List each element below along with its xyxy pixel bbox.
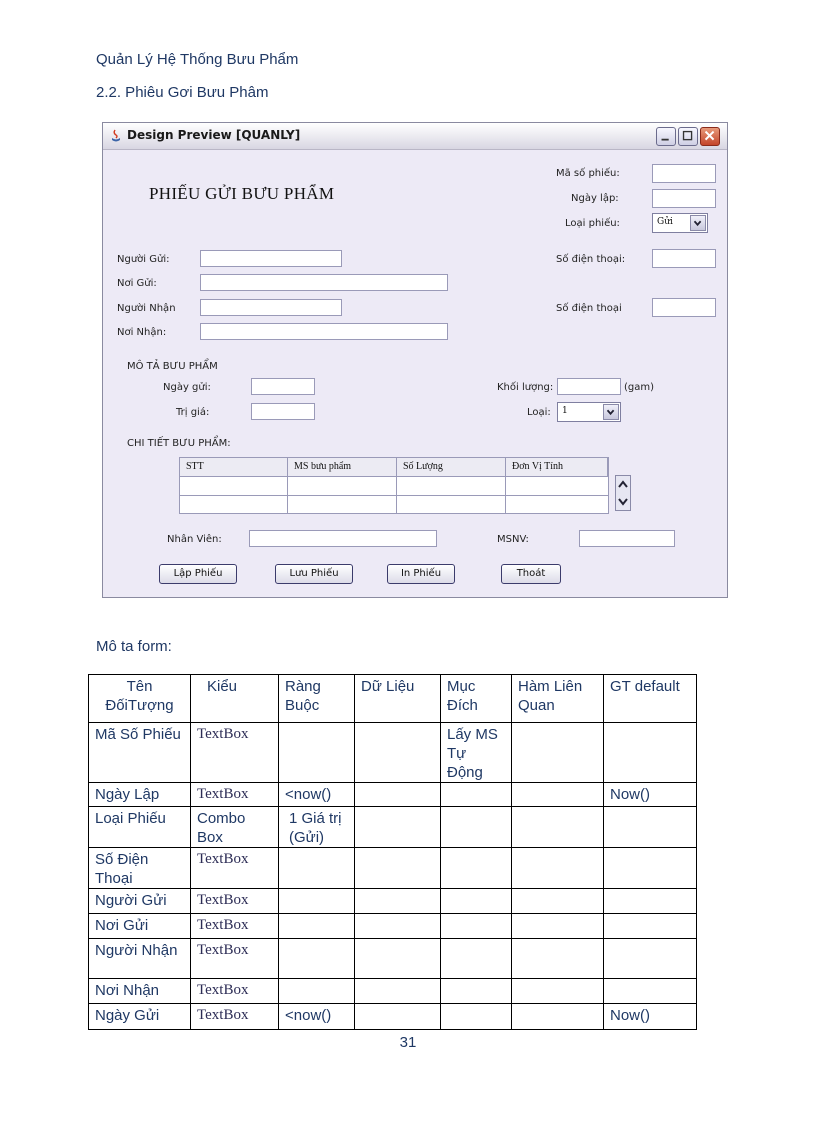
table-cell [441, 807, 512, 848]
form-description-table [88, 674, 697, 1030]
header-cell: Mục Đích [441, 675, 512, 723]
nguoi-nhan-field[interactable] [200, 299, 342, 316]
tri-gia-label: Trị giá: [176, 407, 210, 418]
grid-col-divider [505, 477, 506, 513]
table-cell [604, 939, 697, 979]
table-cell [355, 1004, 441, 1030]
table-cell: 1 Giá trị (Gửi) [279, 807, 355, 848]
grid-header-stt[interactable]: STT [180, 458, 288, 477]
table-cell [512, 723, 604, 783]
nhan-vien-field[interactable] [249, 530, 437, 547]
grid-header-so-luong[interactable]: Số Lượng [397, 458, 506, 477]
loai-phieu-value: Gửi [657, 217, 673, 227]
table-cell [604, 723, 697, 783]
grid-col-divider [396, 477, 397, 513]
table-cell [355, 914, 441, 939]
noi-nhan-field[interactable] [200, 323, 448, 340]
minimize-button[interactable] [656, 127, 676, 146]
mo-ta-heading: MÔ TẢ BƯU PHẨM [127, 361, 218, 372]
table-cell [355, 889, 441, 914]
tri-gia-field[interactable] [251, 403, 315, 420]
grid-header-don-vi-tinh[interactable]: Đơn Vị Tính [506, 458, 608, 477]
table-row [89, 848, 697, 889]
detail-grid[interactable] [179, 457, 609, 514]
loai-phieu-label: Loại phiếu: [565, 218, 620, 229]
loai-phieu-combo[interactable] [652, 213, 708, 233]
table-cell: Mã Số Phiếu [89, 723, 191, 783]
maximize-button[interactable] [678, 127, 698, 146]
table-cell: Ngày Lập [89, 783, 191, 807]
ma-so-phieu-field[interactable] [652, 164, 716, 183]
grid-col-divider [287, 477, 288, 513]
table-cell: TextBox [191, 939, 279, 979]
table-cell: TextBox [191, 889, 279, 914]
table-header-row [89, 675, 697, 723]
window-title: Design Preview [QUANLY] [127, 128, 301, 142]
so-dien-thoai-label-2: Số điện thoại [556, 303, 622, 314]
nguoi-gui-field[interactable] [200, 250, 342, 267]
header-cell: Kiểu [191, 675, 279, 723]
loai-label: Loại: [527, 407, 551, 418]
table-cell [441, 914, 512, 939]
nhan-vien-label: Nhân Viên: [167, 534, 222, 545]
header-cell: Ràng Buộc [279, 675, 355, 723]
table-row [89, 914, 697, 939]
close-icon [701, 128, 719, 145]
table-cell [604, 848, 697, 889]
table-cell: Loại Phiếu [89, 807, 191, 848]
khoi-luong-field[interactable] [557, 378, 621, 395]
table-cell [279, 939, 355, 979]
dropdown-button[interactable] [603, 404, 619, 420]
table-cell: Ngày Gửi [89, 1004, 191, 1030]
maximize-icon [679, 128, 697, 145]
table-cell [279, 848, 355, 889]
table-cell [441, 848, 512, 889]
chi-tiet-heading: CHI TIẾT BƯU PHẨM: [127, 438, 231, 449]
table-cell [604, 979, 697, 1004]
table-cell [355, 939, 441, 979]
close-button[interactable] [700, 127, 720, 146]
table-cell [441, 979, 512, 1004]
table-cell [355, 807, 441, 848]
table-cell: Now() [604, 1004, 697, 1030]
table-cell: <now() [279, 1004, 355, 1030]
ngay-lap-label: Ngày lập: [571, 193, 619, 204]
scroll-up-icon[interactable] [616, 476, 630, 493]
table-cell [279, 979, 355, 1004]
table-cell [512, 979, 604, 1004]
minimize-icon [657, 128, 675, 145]
nguoi-gui-label: Người Gửi: [117, 254, 170, 265]
header-cell: Tên ĐốiTượng [89, 675, 191, 723]
grid-row-divider [180, 495, 608, 496]
table-cell: Số Điện Thoại [89, 848, 191, 889]
khoi-luong-label: Khối lượng: [497, 382, 554, 393]
table-cell: TextBox [191, 979, 279, 1004]
grid-scrollbar[interactable] [615, 475, 631, 511]
table-cell: Người Nhận [89, 939, 191, 979]
table-row [89, 939, 697, 979]
table-cell [355, 723, 441, 783]
table-cell: <now() [279, 783, 355, 807]
table-cell: TextBox [191, 1004, 279, 1030]
table-row [89, 723, 697, 783]
form-title: PHIẾU GỬI BƯU PHẨM [149, 184, 335, 203]
table-cell [604, 914, 697, 939]
ngay-lap-field[interactable] [652, 189, 716, 208]
table-cell: Người Gửi [89, 889, 191, 914]
table-row [89, 1004, 697, 1030]
table-cell: TextBox [191, 914, 279, 939]
table-cell: Combo Box [191, 807, 279, 848]
table-cell: TextBox [191, 783, 279, 807]
window-titlebar [103, 123, 727, 150]
luu-phieu-button[interactable]: Lưu Phiếu [275, 564, 353, 584]
table-cell [441, 939, 512, 979]
page-number: 31 [399, 1034, 417, 1051]
table-cell [279, 914, 355, 939]
table-cell: Now() [604, 783, 697, 807]
ma-so-phieu-label: Mã số phiếu: [556, 168, 620, 179]
section-heading: 2.2. Phiêu Gơi Bưu Phâm [96, 84, 269, 101]
table-cell: Nơi Gửi [89, 914, 191, 939]
noi-nhan-label: Nơi Nhận: [117, 327, 167, 338]
scroll-down-icon[interactable] [616, 493, 630, 510]
table-cell [355, 848, 441, 889]
table-row [89, 807, 697, 848]
table-cell [512, 1004, 604, 1030]
table-cell [279, 889, 355, 914]
table-cell [512, 807, 604, 848]
loai-combo[interactable] [557, 402, 621, 422]
table-cell [604, 807, 697, 848]
form-description-label: Mô ta form: [96, 638, 172, 655]
table-cell [441, 889, 512, 914]
grid-header-ms[interactable]: MS bưu phẩm [288, 458, 397, 477]
table-cell [279, 723, 355, 783]
in-phieu-button[interactable]: In Phiếu [387, 564, 455, 584]
table-cell: Nơi Nhận [89, 979, 191, 1004]
table-cell: TextBox [191, 723, 279, 783]
table-row [89, 783, 697, 807]
nguoi-nhan-label: Người Nhận [117, 303, 176, 314]
dropdown-button[interactable] [690, 215, 706, 231]
table-cell [512, 783, 604, 807]
chevron-down-icon [604, 405, 618, 419]
so-dien-thoai-label-1: Số điện thoại: [556, 254, 626, 265]
noi-gui-label: Nơi Gửi: [117, 278, 157, 289]
so-dien-thoai-field-2[interactable] [652, 298, 716, 317]
table-cell [512, 914, 604, 939]
table-cell [512, 848, 604, 889]
table-cell [441, 1004, 512, 1030]
ngay-gui-label: Ngày gửi: [163, 382, 211, 393]
table-cell [441, 783, 512, 807]
table-row [89, 979, 697, 1004]
table-cell: Lấy MS Tự Động [441, 723, 512, 783]
ngay-gui-field[interactable] [251, 378, 315, 395]
java-icon [109, 129, 123, 143]
lap-phieu-button[interactable]: Lập Phiếu [159, 564, 237, 584]
table-cell [604, 889, 697, 914]
header-cell: Hàm Liên Quan [512, 675, 604, 723]
msnv-field[interactable] [579, 530, 675, 547]
table-cell [512, 939, 604, 979]
table-cell [512, 889, 604, 914]
design-preview-window [102, 122, 728, 598]
so-dien-thoai-field-1[interactable] [652, 249, 716, 268]
noi-gui-field[interactable] [200, 274, 448, 291]
loai-value: 1 [562, 406, 568, 416]
table-cell [355, 979, 441, 1004]
gam-unit-label: (gam) [624, 382, 655, 393]
table-cell [355, 783, 441, 807]
table-cell: TextBox [191, 848, 279, 889]
header-cell: Dữ Liệu [355, 675, 441, 723]
thoat-button[interactable]: Thoát [501, 564, 561, 584]
msnv-label: MSNV: [497, 534, 529, 545]
document-header: Quản Lý Hệ Thống Bưu Phẩm [96, 51, 299, 68]
table-row [89, 889, 697, 914]
chevron-down-icon [691, 216, 705, 230]
header-cell: GT default [604, 675, 697, 723]
